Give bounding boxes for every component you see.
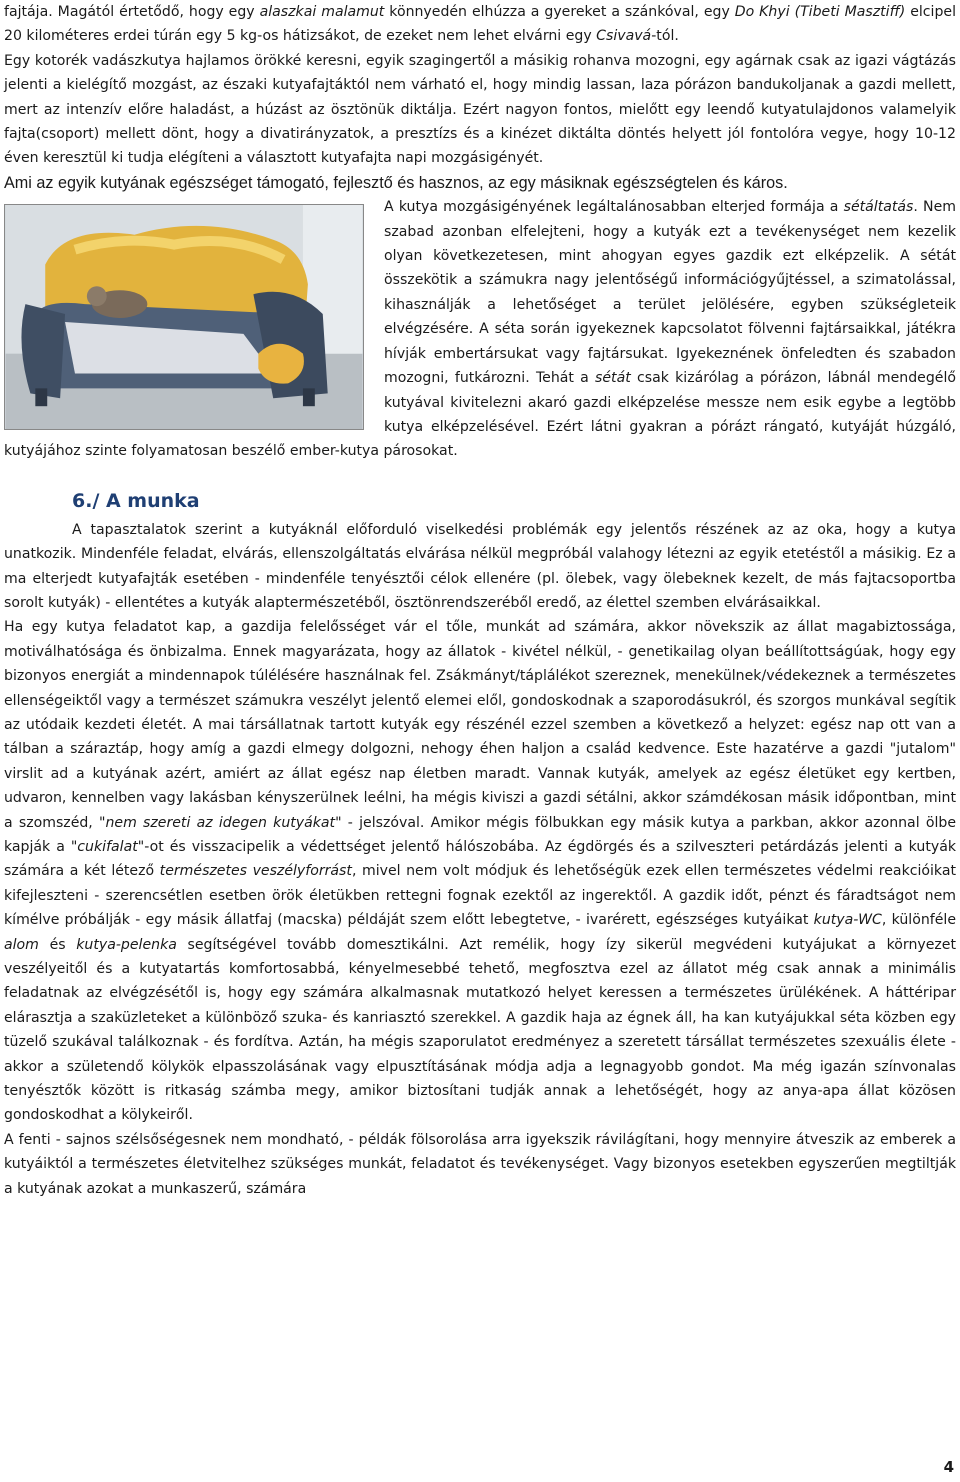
p6-run-1: "nem szereti az idegen kutyákat" [99,814,342,831]
p1-run-0: fajtája. Magától értetődő, hogy egy [4,4,260,20]
p5-run-0: A tapasztalatok szerint a kutyáknál előforduló viselkedési problémák egy jelentős részének az az oka, hogy a kutya unatkozik. Mindenféle feladat, elvárás, ellenszolgáltatás elvárása nélkül megpróbál valahogy létezni az egyik etetéstől a másikig. Ez a ma elterjedt kutyafajták esetében - mindenféle tenyésztői célok ellenére (pl. ölebek, vagy ölebeknek kezelt, de más fajtacsoportba sorolt kutyák) - ellentétes a kutyák alaptermészetéből, ösztönrendszeréből eredő, az élettel szemben elvárásaikkal. [4,521,956,611]
p6-run-2: - jelszóval. Amikor mégis fölbukkan egy másik kutya a parkban, akkor azonnal ölbe kapják a [4,814,956,855]
paragraph-conclusion [4,1128,956,1201]
p1-run-3: Do Khyi (Tibeti Masztiff) [734,4,906,20]
paragraph-walking-intro [4,195,956,463]
p6-run-7: kutya-WC [813,912,882,929]
p1-run-2: könnyedén elhúzza a gyereket a szánkóval, egy [384,4,735,20]
p1-run-6: -tól. [651,28,679,45]
p4-run-0: A kutya mozgásigényének legáltalánosabban elterjed formája a [384,199,844,216]
p6-run-10: és [38,936,77,953]
p1-run-1: alaszkai malamut [259,4,385,20]
document-page [4,0,956,1201]
p4-run-1: sétáltatás [843,199,914,216]
p4-run-4: csak kizárólag a pórázon, lábnál mendegélő kutyával kivitelezni akaró gazdi elképzelése messze nem esik egybe a legtöbb kutya elképzelésével. Ezért látni gyakran a pórázt rángató, kutyáját húzgáló, kutyájához szinte folyamatosan beszélő ember-kutya párosokat. [4,370,956,460]
paragraph-tasks [4,615,956,1128]
p1-run-5: Csivavá [596,28,652,45]
section-heading-work: 6./ A munka [72,489,200,512]
paragraph-boredom [4,518,956,616]
p6-run-8: , különféle [881,912,956,929]
p4-run-2: . Nem szabad azonban elfelejteni, hogy a kutyák ezt a tevékenységet nem kezelik olyan következetesen, mint ahogyan egyes gazdik ezt elképzelik. A sétát összekötik a számukra nagy jelentőségű információgyűjtéssel, a szimatolással, kihasználják a lehetőséget a terület jelölésére, egyben szükségleteik elvégzésére. A séta során igyekeznek kapcsolatot fölvenni fajtársaikkal, játékra hívják embertársukat vagy fajtársukat. Igyekeznének önfeledten és szabadon mozogni, futkározni. Tehát a [384,199,956,387]
p6-run-9: alom [4,936,39,953]
p6-run-6: , mivel nem volt módjuk és lehetőségük ezek ellen természetes védelmi reakcióikat kifejleszteni - szerencsétlen esetben örök életükben rettegni fognak ezektől az ingerektől. A gazdik időt, pénzt és fáradtságot nem kímélve próbálják - egy másik állatfaj (macska) példáját szem előtt lebegtetve, - ivarérett, egészséges kutyáikat [4,863,957,929]
p6-run-5: természetes veszélyforrást [159,863,352,880]
p6-run-4: -ot és visszacipelik a védettséget jelentő hálószobába. Az égdörgés és a szilveszteri petárdázás jelenti a kutyák számára a két létező [4,839,957,880]
p6-run-3: "cukifalat" [70,839,145,855]
p6-run-12: segítségével tovább domesztikálni. Azt remélik, hogy ízy sikerül megvédeni kutyájukat a környezet veszélyeitől és a kutyatartás komfortosabbá, kényelmesebbé tehető, megfosztva ezel az állatot még csak annak a minimális feladatnak az elvégzésétől is, hogy egy számára alkalmasnak mutatkozó helyet keressen a természetes ürülékének. A háttéripar elárasztja a szaküzleteket a különböző szuka- és kanriasztó szerekkel. A gazdik haja az égnek áll, ha kan kutyájukkal séta közben egy tüzelő szukával találkoznak - és fordítva. Aztán, ha mégis szaporulatot eredményez a szeretett társállat természetes szexuális élete - akkor a születendő kölykök elpasszolásának vagy elpusztításának módja adja a legnagyobb gondot. Ma még igazán színvonalas tenyésztők között is ritkaság számba megy, amikor biztosítani tudják annak a lehetőségét, hogy az anya-apa állat közösen gondoskodhat a kölykeiről. [4,936,956,1124]
page-number: 4 [943,1458,954,1476]
couch-dog-illustration [5,205,363,429]
p6-run-0: Ha egy kutya feladatot kap, a gazdija felelősséget vár el tőle, munkát ad számára, akkor növekszik az állat magabiztossága, motiválhatósága és önbizalma. Ennek magyarázata, hogy az állatok - kivétel nélkül, - genetikailag olyan beállítottságúak, hogy egy bizonyos energiát a mindennapok túlélésére használnak fel. Zsákmányt/táplálékot szereznek, menekülnek/védekeznek a természetes ellenségeiktől vagy a természet számukra veszélyt jelentő elemei elől, gondoskodnak a szaporodásukról, és szorgos munkával segítik az utódaik kezdeti életét. A mai társállatnak tartott kutyák egy részénél ezzel szemben a következő a helyzet: egész nap ott van a tálban a száraztáp, hogy amíg a gazdi elmegy dolgozni, nehogy éhen haljon a család kedvence. Este hazatérve a gazdi "jutalom" virslit ad a kutyának azért, amiért az állat egész nap életben maradt. Vannak kutyák, amelyek az egész életüket egy kertben, udvaron, kennelben vagy lakásban kényszerülnek leélni, ha mégis kiviszi a gazdi sétálni, akkor számdékosan másik időpontban, mint a szomszéd, [4,619,956,831]
paragraph-health-statement [4,171,956,195]
p1-run-4: elcipel 20 kilométeres erdei túrán egy 5 kg-os hátizsákot, de ezeket nem lehet elvárni egy [4,4,957,45]
p3-run-0: Ami az egyik kutyának egészséget támogató, fejlesztő és hasznos, az egy másiknak egészségtelen és káros. [4,173,788,192]
p6-run-11: kutya-pelenka [76,936,177,953]
paragraph-movement-needs [4,49,956,171]
couch-dog-photo [4,204,364,430]
p7-run-0: A fenti - sajnos szélsőségesnek nem mondható, - példák fölsorolása arra igyekszik rávilágítani, hogy mennyire átveszik az emberek a kutyáiktól a természetes életvitelhez szükséges munkát, feladatot és tevékenységet. Vagy bizonyos esetekben egyszerűen megtiltják a kutyának azokat a munkaszerű, számára [4,1131,956,1197]
p2-run-0: Egy kotorék vadászkutya hajlamos örökké keresni, egyik szagingertől a másikig rohanva mozogni, egy agárnak csak az igazi vágtázás jelenti a kielégítő mozgást, az északi kutyafajtáktól nem várható el, hogy mindig lassan, laza pórázon bandukoljanak a gazdi mellett, mert az intenzív előre haladást, a húzást az ösztönük diktálja. Ezért nagyon fontos, mielőtt egy leendő kutyatulajdonos valamelyik fajta(csoport) mellett dönt, hogy a divatirányzatok, a presztízs és a kinézet diktálta döntés helyett jól fontolóra vegye, hogy 10-12 éven keresztül ki tudja elégíteni a választott kutyafajta napi mozgásigényét. [4,52,956,167]
paragraph-malamut [4,0,956,49]
p4-run-3: sétát [595,370,631,387]
